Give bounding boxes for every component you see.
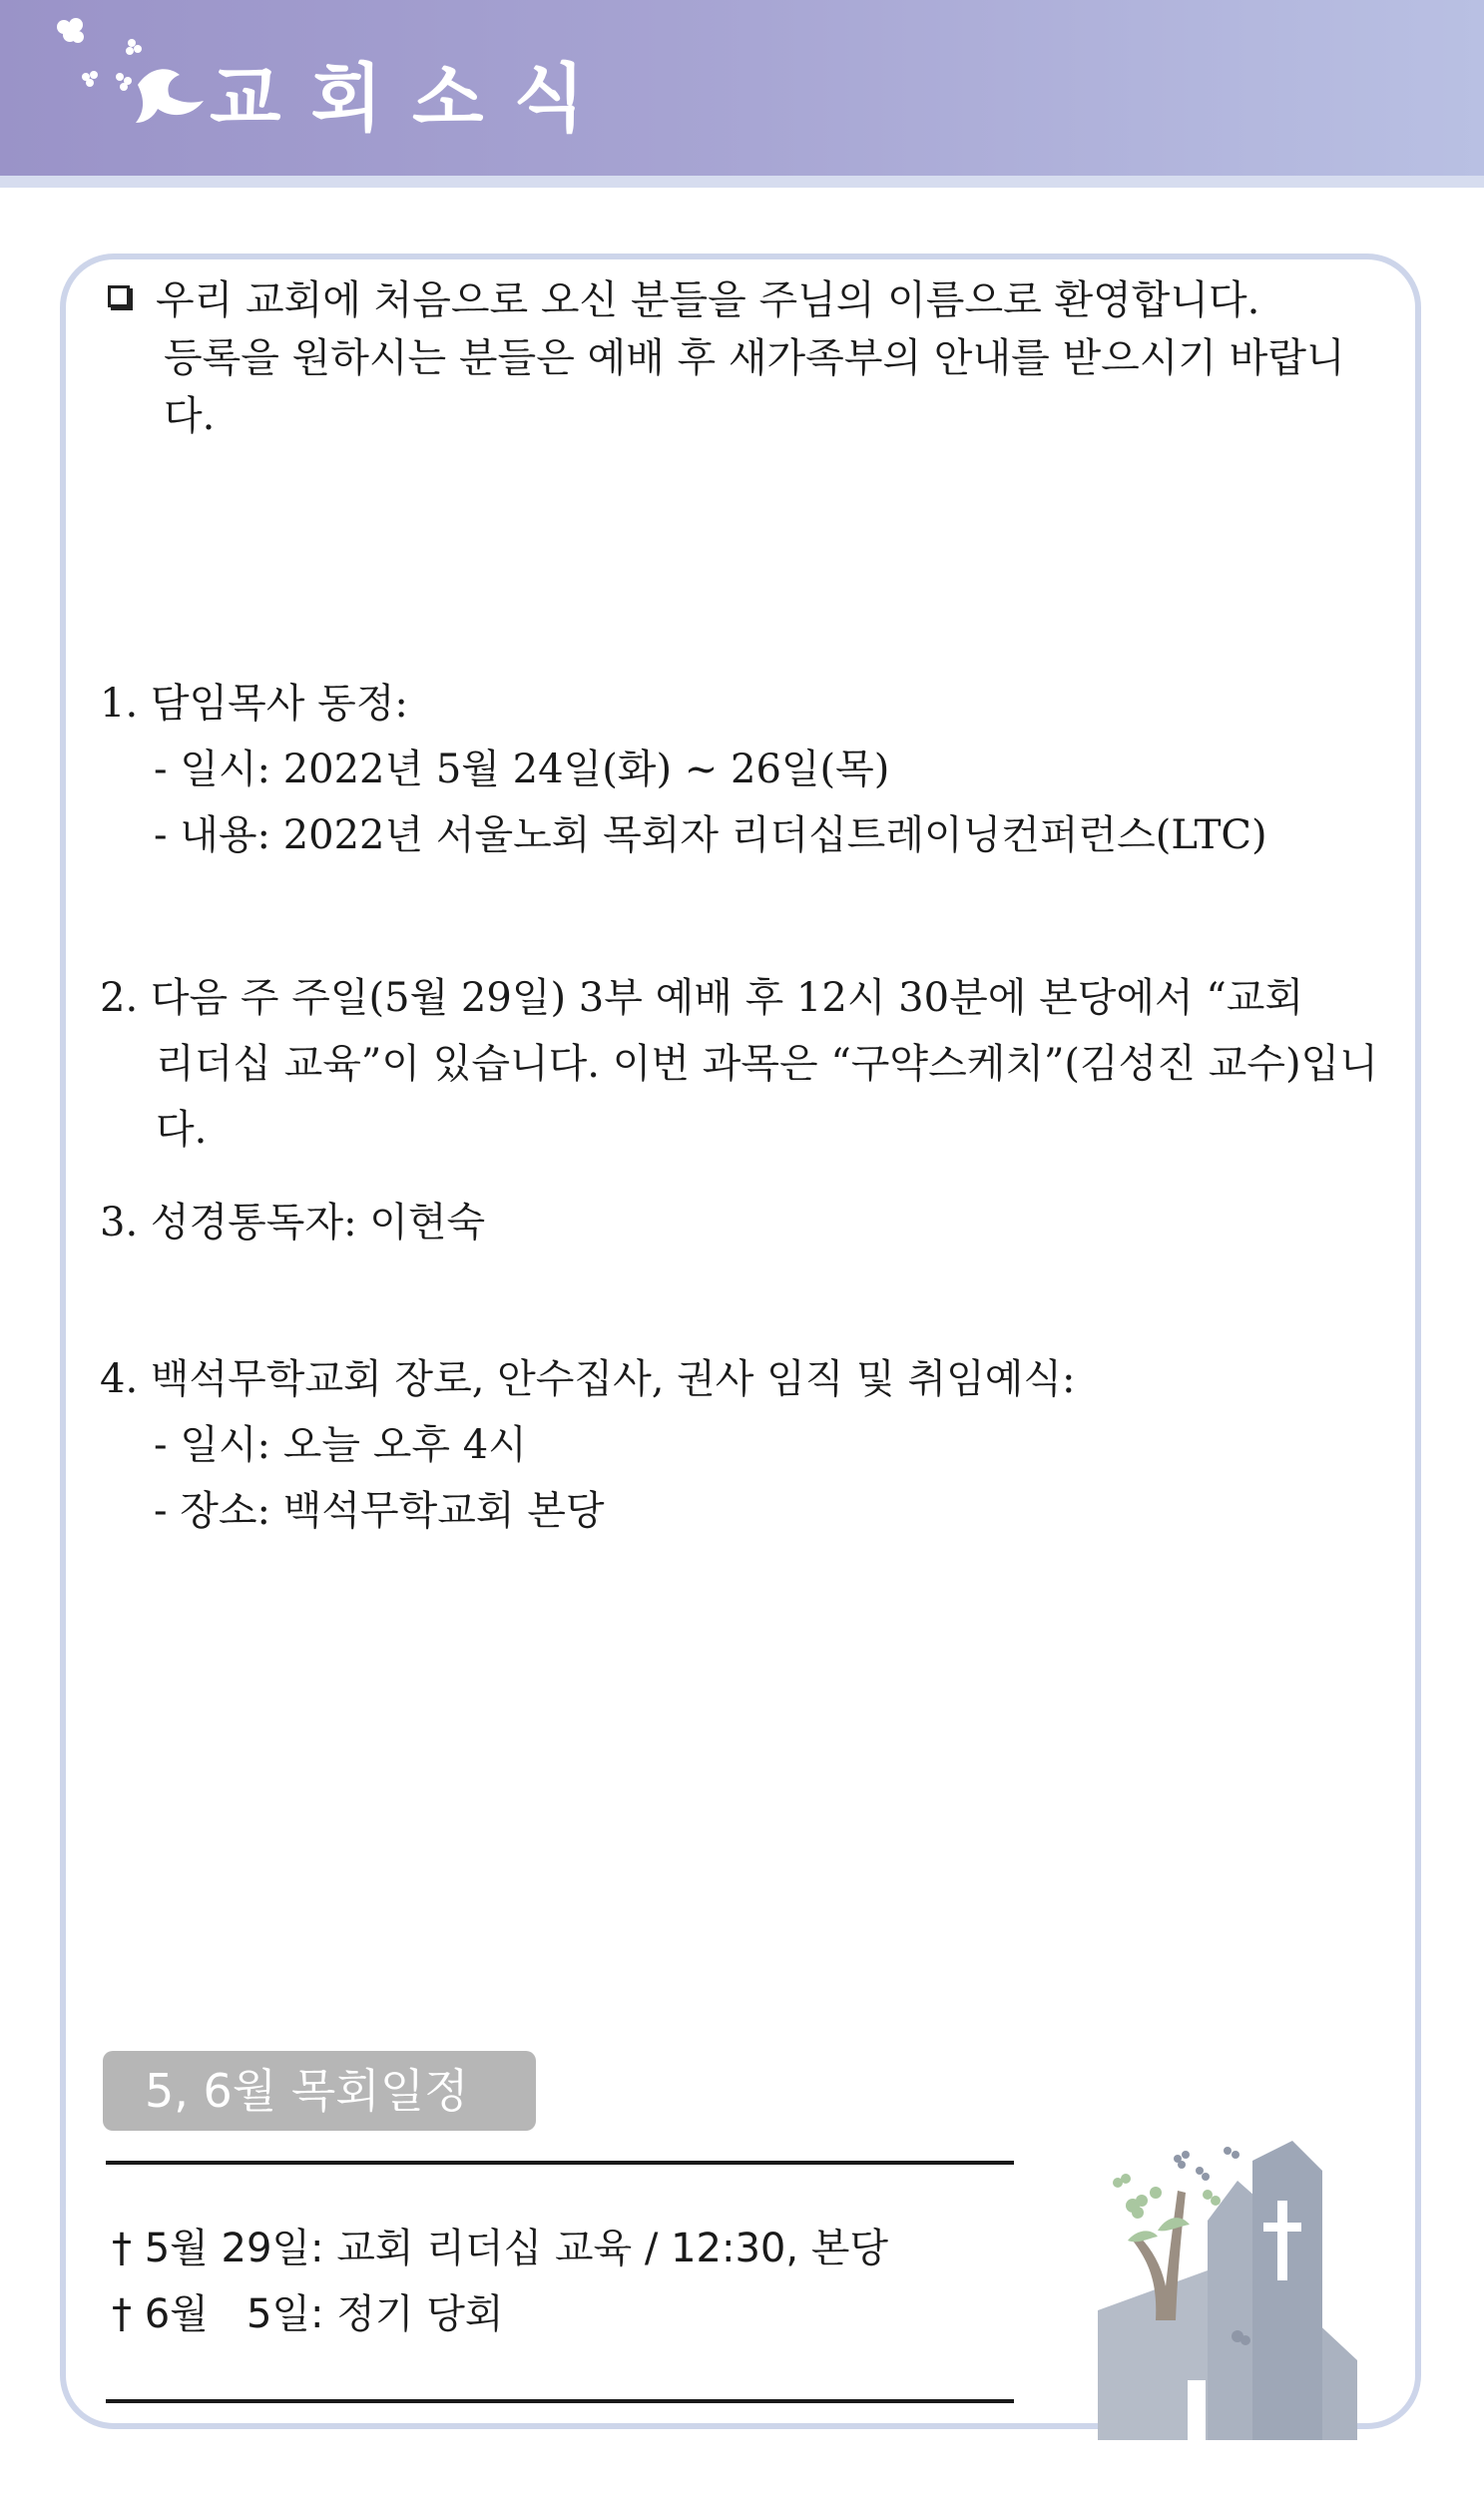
schedule-list [112, 2216, 1010, 2347]
news-item-detail: - 일시: 2022년 5월 24일(화) ~ 26일(목) [154, 747, 890, 792]
news-item-title: 3. 성경통독자: 이현숙 [100, 1200, 486, 1246]
news-item-2 [100, 965, 1407, 1163]
welcome-line-1: 우리 교회에 처음으로 오신 분들을 주님의 이름으로 환영합니다. [156, 277, 1260, 323]
news-item-3 [100, 1190, 1407, 1255]
news-item-1 [100, 671, 1407, 868]
news-item-title: 1. 담임목사 동정: [100, 681, 408, 727]
schedule-title-badge: 5, 6월 목회일정 [103, 2051, 536, 2131]
news-item-text: 리더십 교육”이 있습니다. 이번 과목은 “구약스케치”(김성진 교수)입니다. [156, 1041, 1378, 1153]
dove-flower-icon [20, 5, 210, 135]
church-tree-illustration [1078, 2111, 1397, 2440]
news-item-detail: - 장소: 백석무학교회 본당 [154, 1488, 605, 1534]
checkbox-bullet-icon [108, 285, 130, 307]
header-banner [0, 0, 1484, 176]
welcome-line-2: 등록을 원하시는 분들은 예배 후 새가족부의 안내를 받으시기 바랍니다. [164, 335, 1345, 439]
news-item-detail: - 일시: 오늘 오후 4시 [154, 1422, 527, 1468]
welcome-notice [108, 271, 1395, 445]
news-item-4 [100, 1346, 1407, 1544]
news-item-title: 4. 백석무학교회 장로, 안수집사, 권사 임직 및 취임예식: [100, 1356, 1076, 1402]
schedule-item: † 5월 29일: 교회 리더십 교육 / 12:30, 본당 [112, 2226, 889, 2271]
schedule-bottom-rule [106, 2399, 1014, 2403]
schedule-item: † 6월 5일: 정기 당회 [112, 2291, 504, 2337]
header-divider [0, 176, 1484, 188]
schedule-top-rule [106, 2161, 1014, 2165]
news-item-text: 2. 다음 주 주일(5월 29일) 3부 예배 후 12시 30분에 본당에서 “교회 [100, 975, 1304, 1021]
news-item-detail: - 내용: 2022년 서울노회 목회자 리더십트레이닝컨퍼런스(LTC) [154, 812, 1267, 858]
page-title: 교회소식 [210, 56, 615, 142]
